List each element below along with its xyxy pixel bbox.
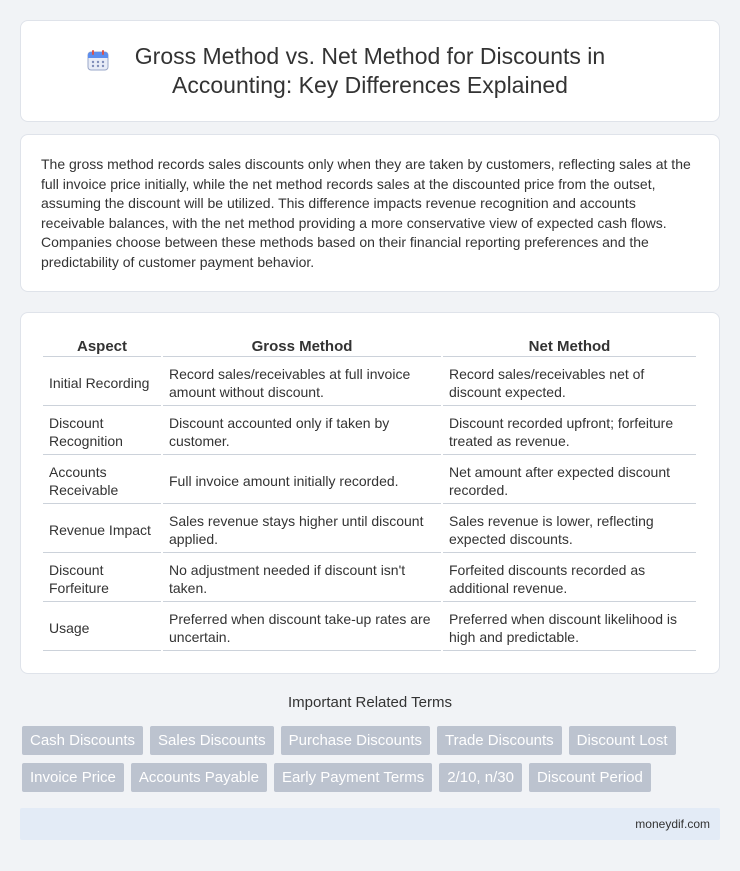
row-aspect: Discount Forfeiture [43, 555, 161, 602]
row-gross: Record sales/receivables at full invoice amount without discount. [163, 359, 441, 406]
tag-cash-discounts[interactable]: Cash Discounts [22, 726, 143, 755]
header-net-method: Net Method [443, 335, 696, 357]
tag-invoice-price[interactable]: Invoice Price [22, 763, 124, 792]
intro-card [20, 134, 720, 292]
row-aspect: Revenue Impact [43, 506, 161, 553]
table-header-row [43, 335, 696, 357]
row-gross: Full invoice amount initially recorded. [163, 457, 441, 504]
row-aspect: Accounts Receivable [43, 457, 161, 504]
page-title [135, 42, 605, 100]
page-title-line2: Accounting: Key Differences Explained [172, 72, 568, 98]
comparison-table [41, 333, 698, 653]
footer [20, 808, 720, 840]
row-gross: No adjustment needed if discount isn't taken. [163, 555, 441, 602]
footer-site-name[interactable]: moneydif.com [635, 817, 710, 831]
table-row [43, 359, 696, 406]
row-gross: Discount accounted only if taken by customer. [163, 408, 441, 455]
table-row [43, 555, 696, 602]
table-row [43, 604, 696, 651]
table-row [43, 408, 696, 455]
tag-purchase-discounts[interactable]: Purchase Discounts [281, 726, 430, 755]
header-gross-method: Gross Method [163, 335, 441, 357]
row-aspect: Initial Recording [43, 359, 161, 406]
calendar-icon [87, 49, 109, 71]
row-aspect: Usage [43, 604, 161, 651]
row-net: Net amount after expected discount recorded. [443, 457, 696, 504]
tag-discount-period[interactable]: Discount Period [529, 763, 651, 792]
title-wrap [135, 42, 605, 100]
row-net: Sales revenue is lower, reflecting expected discounts. [443, 506, 696, 553]
comparison-table-card [20, 312, 720, 674]
tag-accounts-payable[interactable]: Accounts Payable [131, 763, 267, 792]
tag-early-payment-terms[interactable]: Early Payment Terms [274, 763, 432, 792]
page-title-line1: Gross Method vs. Net Method for Discounts in [134, 43, 606, 69]
table-row [43, 457, 696, 504]
row-net: Preferred when discount likelihood is high and predictable. [443, 604, 696, 651]
header-aspect: Aspect [43, 335, 161, 357]
row-aspect: Discount Recognition [43, 408, 161, 455]
related-terms-tags [22, 726, 722, 792]
row-gross: Preferred when discount take-up rates are uncertain. [163, 604, 441, 651]
row-gross: Sales revenue stays higher until discount applied. [163, 506, 441, 553]
table-row [43, 506, 696, 553]
row-net: Discount recorded upfront; forfeiture treated as revenue. [443, 408, 696, 455]
intro-paragraph: The gross method records sales discounts only when they are taken by customers, reflecting sales at the full invoice price initially, while the net method records sales at the discounted price from the outset, assuming the discount will be utilized. This difference impacts revenue recognition and accounts receivable balances, with the net method providing a more conservative view of expected cash flows. Companies choose between these methods based on their financial reporting preferences and the predictability of customer payment behavior. [41, 156, 691, 270]
row-net: Record sales/receivables net of discount expected. [443, 359, 696, 406]
tag-trade-discounts[interactable]: Trade Discounts [437, 726, 562, 755]
tag-discount-lost[interactable]: Discount Lost [569, 726, 676, 755]
row-net: Forfeited discounts recorded as additional revenue. [443, 555, 696, 602]
tag-sales-discounts[interactable]: Sales Discounts [150, 726, 274, 755]
related-terms-title: Important Related Terms [288, 694, 452, 711]
title-card [20, 20, 720, 122]
tag-2-10-n-30[interactable]: 2/10, n/30 [439, 763, 522, 792]
